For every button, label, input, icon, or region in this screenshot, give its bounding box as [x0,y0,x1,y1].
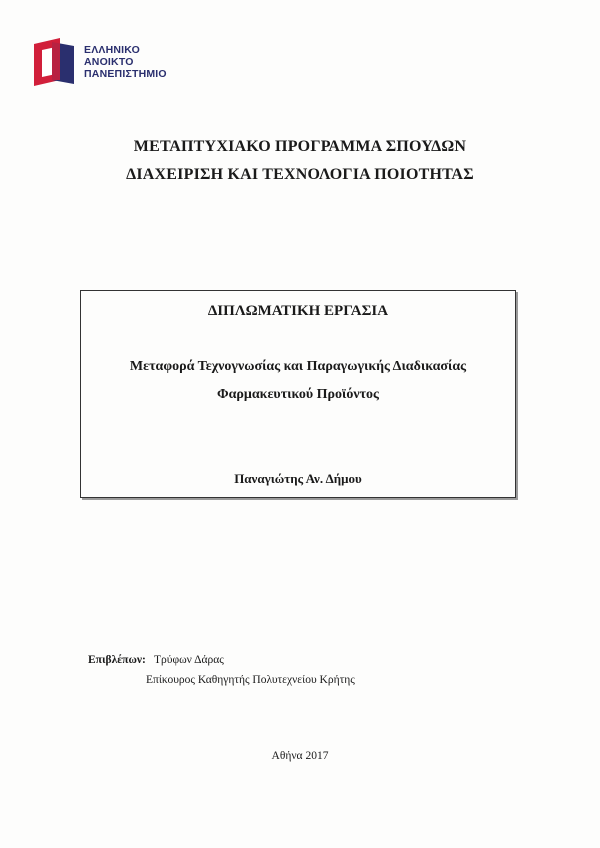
supervisor-name: Τρύφων Δάρας [154,654,224,666]
supervisor-position: Επίκουρος Καθηγητής Πολυτεχνείου Κρήτης [146,674,355,686]
thesis-frame [80,290,516,498]
supervisor-label: Επιβλέπων: [88,654,146,666]
thesis-title [81,353,515,409]
logo-line-2: ΑΝΟΙΚΤΟ [84,56,134,68]
thesis-title-line-2: Φαρμακευτικού Προϊόντος [217,387,379,402]
logo-text [84,44,167,80]
university-logo [34,38,167,86]
program-line-2: ΔΙΑΧΕΙΡΙΣΗ ΚΑΙ ΤΕΧΝΟΛΟΓΙΑ ΠΟΙΟΤΗΤΑΣ [126,166,474,183]
program-header [0,133,600,189]
thesis-title-line-1: Μεταφορά Τεχνογνωσίας και Παραγωγικής Διαδικασίας [129,359,467,374]
program-line-1: ΜΕΤΑΠΤΥΧΙΑΚΟ ΠΡΟΓΡΑΜΜΑ ΣΠΟΥΔΩΝ [133,138,467,155]
thesis-author: Παναγιώτης Αν. Δήμου [234,471,362,486]
supervisor-block [88,650,355,690]
logo-line-1: ΕΛΛΗΝΙΚΟ [84,44,140,56]
logo-line-3: ΠΑΝΕΠΙΣΤΗΜΙΟ [84,68,167,80]
logo-mark-icon [34,38,78,86]
thesis-type: ΔΙΠΛΩΜΑΤΙΚΗ ΕΡΓΑΣΙΑ [207,303,389,319]
place-date: Αθήνα 2017 [271,750,329,762]
